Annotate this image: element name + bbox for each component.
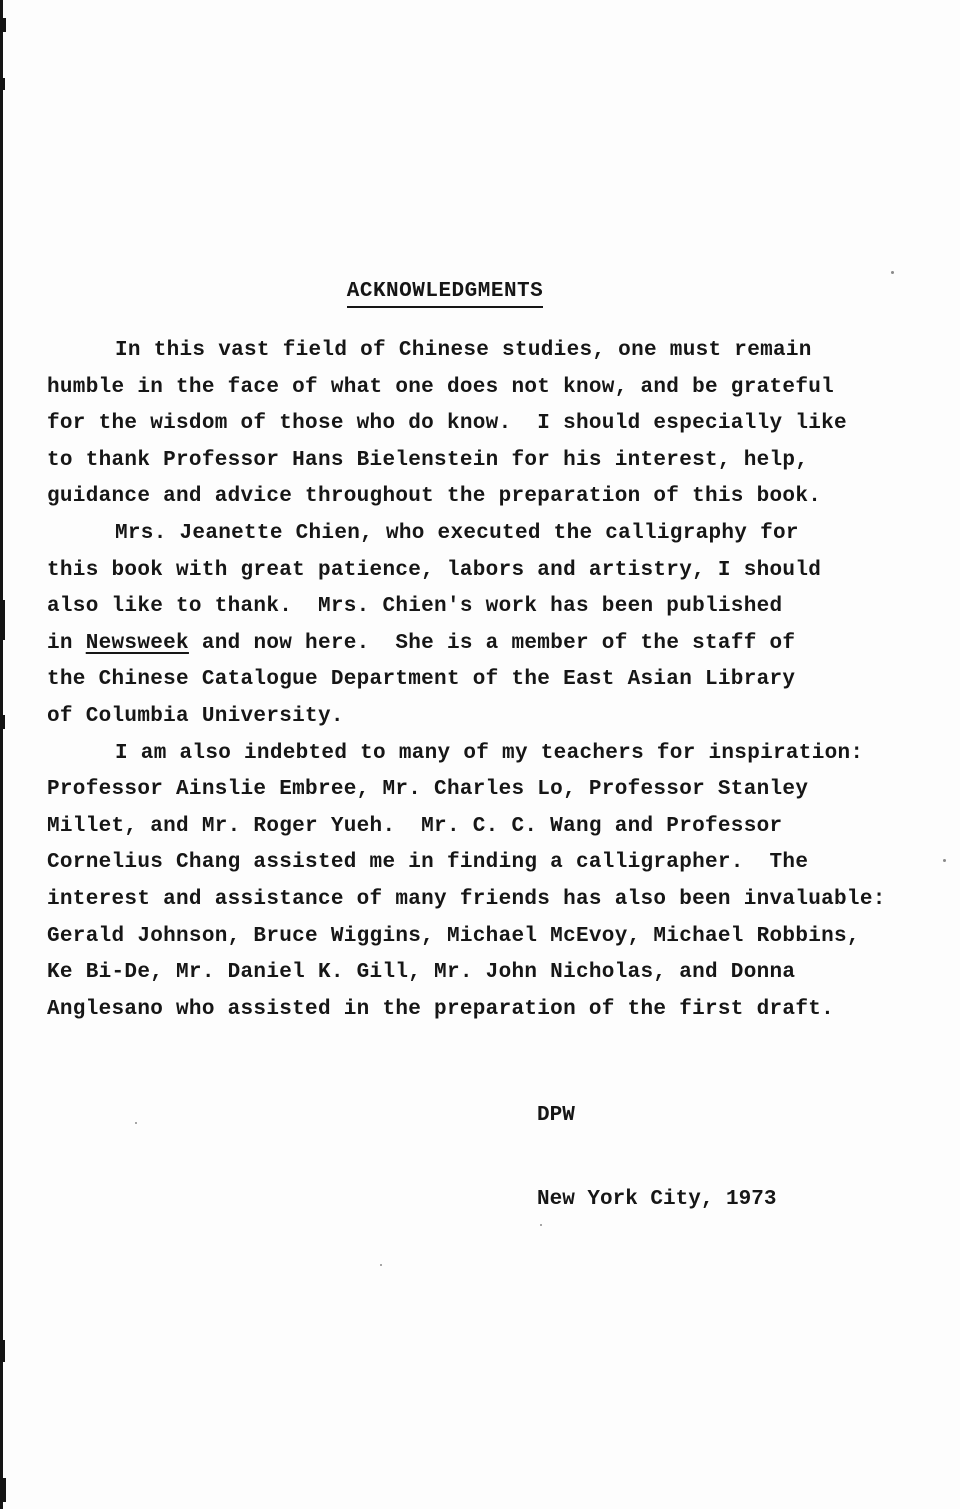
- scan-speck: [380, 1264, 382, 1266]
- scan-edge-notch: [0, 1478, 6, 1502]
- text-segment: humble in the face of what one does not know, and be grateful: [47, 375, 835, 399]
- text-segment: the Chinese Catalogue Department of the East Asian Library: [47, 668, 796, 692]
- signature-block: [537, 1046, 776, 1270]
- text-line: [47, 589, 907, 626]
- text-line: [47, 882, 907, 919]
- scan-edge-notch: [0, 78, 5, 90]
- text-segment: this book with great patience, labors and artistry, I should: [47, 558, 822, 582]
- text-line: [47, 736, 907, 773]
- text-segment: to thank Professor Hans Bielenstein for his interest, help,: [47, 448, 809, 472]
- text-segment: also like to thank. Mrs. Chien's work has been published: [47, 595, 783, 619]
- text-segment: Gerald Johnson, Bruce Wiggins, Michael McEvoy, Michael Robbins,: [47, 924, 860, 948]
- scan-edge-line: [0, 0, 3, 1509]
- text-line: [47, 406, 907, 443]
- text-segment: Professor Ainslie Embree, Mr. Charles Lo, Professor Stanley: [47, 778, 809, 802]
- page-title-text: ACKNOWLEDGMENTS: [347, 280, 544, 308]
- text-segment: and now here. She is a member of the staff of: [188, 631, 796, 655]
- text-segment: Millet, and Mr. Roger Yueh. Mr. C. C. Wang and Professor: [47, 814, 783, 838]
- scan-speck: [943, 859, 946, 862]
- text-line: [47, 553, 907, 590]
- body-paragraphs: [47, 333, 907, 1028]
- text-segment: Anglesano who assisted in the preparation of the first draft.: [47, 997, 835, 1021]
- text-line: [47, 662, 907, 699]
- page-title: [0, 280, 890, 303]
- scan-edge-notch: [0, 600, 5, 640]
- text-segment: of Columbia University.: [47, 704, 344, 728]
- text-segment: for the wisdom of those who do know. I should especially like: [47, 412, 847, 436]
- text-line: [47, 516, 907, 553]
- text-line: [47, 479, 907, 516]
- text-segment: I am also indebted to many of my teachers for inspiration:: [115, 741, 864, 765]
- scan-edge-notch: [0, 1340, 5, 1362]
- text-line: [47, 333, 907, 370]
- text-segment: Ke Bi-De, Mr. Daniel K. Gill, Mr. John Nicholas, and Donna: [47, 961, 796, 985]
- text-line: [47, 845, 907, 882]
- scan-edge-notch: [0, 18, 6, 32]
- text-line: [47, 992, 907, 1029]
- text-segment: interest and assistance of many friends has also been invaluable:: [47, 887, 886, 911]
- text-segment: Mrs. Jeanette Chien, who executed the calligraphy for: [115, 521, 799, 545]
- text-segment: In this vast field of Chinese studies, one must remain: [115, 339, 812, 362]
- signature-place-date: New York City, 1973: [537, 1188, 777, 1211]
- text-line: [47, 443, 907, 480]
- text-segment: guidance and advice throughout the preparation of this book.: [47, 485, 822, 509]
- scan-speck: [135, 1122, 137, 1124]
- scan-edge-notch: [0, 715, 5, 729]
- text-line: [47, 772, 907, 809]
- text-line: [47, 809, 907, 846]
- scan-speck: [891, 271, 894, 274]
- text-line: [47, 370, 907, 407]
- signature-initials: DPW: [537, 1104, 575, 1127]
- text-segment: in: [47, 631, 86, 655]
- text-segment: Cornelius Chang assisted me in finding a calligrapher. The: [47, 851, 809, 875]
- text-line: [47, 699, 907, 736]
- text-line: [47, 919, 907, 956]
- text-line: [47, 626, 907, 663]
- underlined-text: Newsweek: [85, 631, 189, 655]
- text-line: [47, 955, 907, 992]
